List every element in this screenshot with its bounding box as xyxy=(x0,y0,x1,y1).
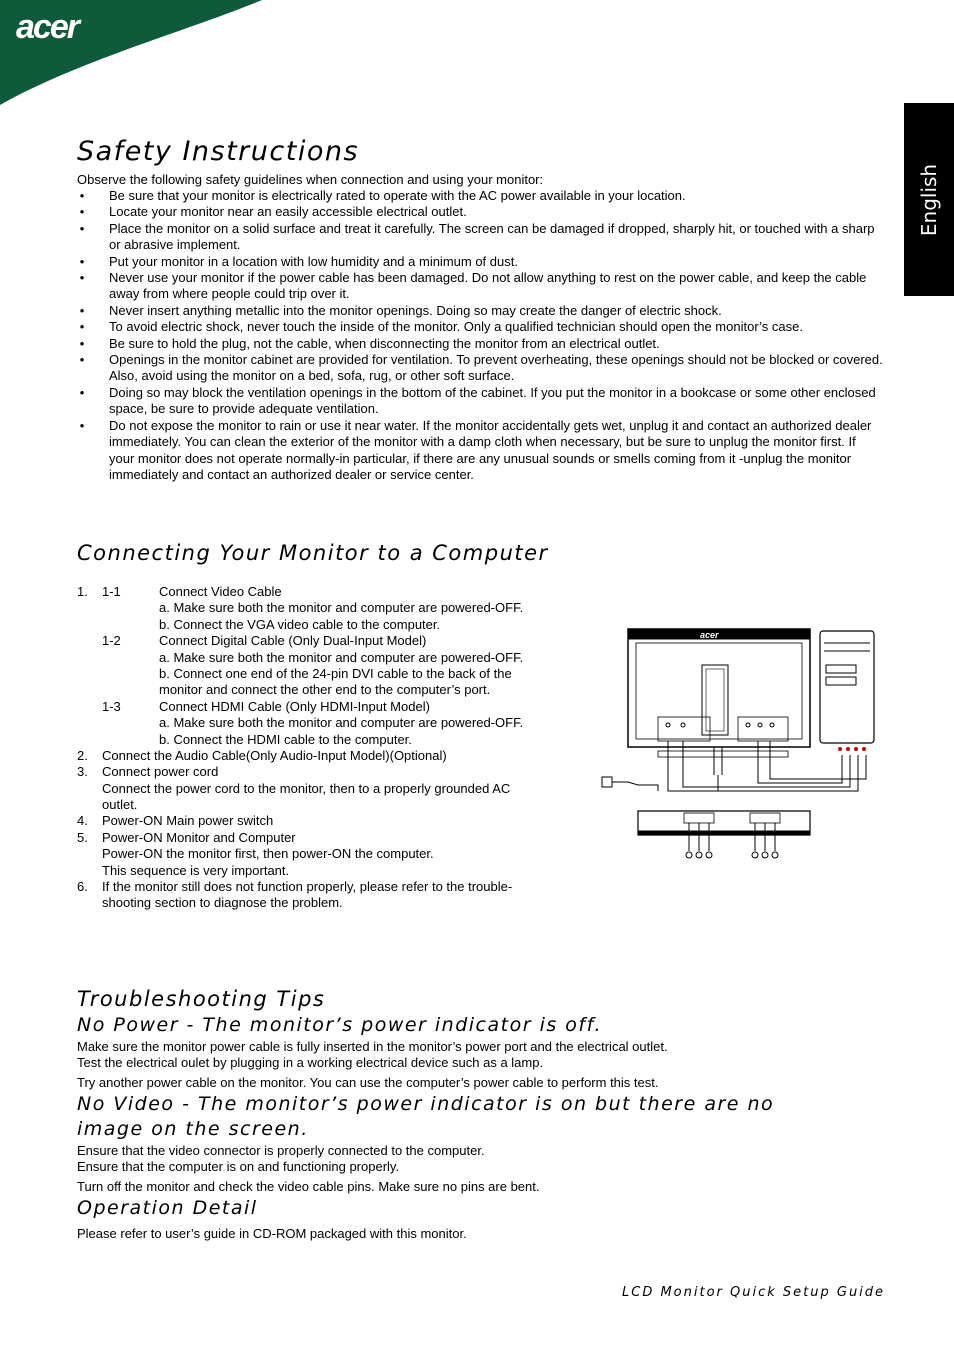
step-row xyxy=(77,813,567,829)
bullet-icon: • xyxy=(79,319,85,335)
step-text: a. Make sure both the monitor and computer are powered-OFF. xyxy=(159,600,524,616)
safety-item-text: Be sure that your monitor is electrically rated to operate with the AC power available in your location. xyxy=(109,188,686,203)
computer-tower xyxy=(820,631,874,751)
safety-title: Safety Instructions xyxy=(77,136,360,167)
safety-item xyxy=(77,303,883,319)
step-sub: 1-1 xyxy=(102,584,121,599)
step-row xyxy=(77,895,567,911)
safety-item-text: Be sure to hold the plug, not the cable, when disconnecting the monitor from an electrical outlet. xyxy=(109,335,660,351)
step-row xyxy=(77,666,567,682)
safety-intro: Observe the following safety guidelines when connection and using your monitor: xyxy=(77,172,544,187)
step-text: monitor and connect the other end to the computer’s port. xyxy=(159,682,491,698)
step-row xyxy=(77,682,567,698)
bullet-icon: • xyxy=(79,188,85,203)
step-row xyxy=(77,699,567,715)
safety-item-text: Openings in the monitor cabinet are provided for ventilation. To prevent overheating, these openings should not be blocked or covered. Also, avoid using the monitor on a bed, sofa, rug, or other soft surface. xyxy=(109,352,883,384)
step-row xyxy=(77,764,567,780)
safety-item xyxy=(77,352,883,385)
safety-item-text: Put your monitor in a location with low humidity and a minimum of dust. xyxy=(109,253,518,269)
safety-item-text: Place the monitor on a solid surface and treat it carefully. The screen can be damaged if dropped, sharply hit, or touched with a sharp or abrasive implement. xyxy=(109,220,875,253)
step-sub: 1-3 xyxy=(102,698,121,714)
step-sub: This sequence is very important. xyxy=(102,862,290,878)
step-row xyxy=(77,617,567,633)
safety-item-text: To avoid electric shock, never touch the inside of the monitor. Only a qualified technician should open the monitor’s case. xyxy=(109,319,803,335)
troubleshooting-title: Troubleshooting Tips xyxy=(77,987,326,1011)
step-sub: If the monitor still does not function properly, please refer to the trouble- xyxy=(102,879,513,895)
step-number: 3. xyxy=(77,764,88,780)
no-power-line-1: Make sure the monitor power cable is fully inserted in the monitor’s power port and the electrical outlet. xyxy=(77,1039,668,1054)
bullet-icon: • xyxy=(79,220,85,236)
step-text: Connect HDMI Cable (Only HDMI-Input Model) xyxy=(159,698,430,714)
monitor-back xyxy=(628,629,810,775)
safety-item xyxy=(77,188,883,204)
step-text: b. Connect the VGA video cable to the computer. xyxy=(159,616,441,632)
safety-item-text: Locate your monitor near an easily accessible electrical outlet. xyxy=(109,204,467,220)
step-text: Connect Video Cable xyxy=(159,584,282,599)
step-sub: Connect power cord xyxy=(102,764,219,780)
no-video-heading-line-1: No Video - The monitor’s power indicator is on but there are no xyxy=(77,1093,775,1115)
step-text: a. Make sure both the monitor and computer are powered-OFF. xyxy=(159,715,524,731)
no-power-line-2: Test the electrical oulet by plugging in a working electrical device such as a lamp. xyxy=(77,1055,544,1070)
bullet-icon: • xyxy=(79,253,85,269)
step-row xyxy=(77,781,567,797)
step-sub: Power-ON the monitor first, then power-ON the computer. xyxy=(102,846,434,862)
bullet-icon: • xyxy=(79,384,85,400)
acer-logo: acer xyxy=(16,8,78,46)
connection-diagram xyxy=(598,625,880,863)
safety-item-text: Never insert anything metallic into the monitor openings. Doing so may create the danger of electric shock. xyxy=(109,302,722,318)
step-row xyxy=(77,600,567,616)
cables xyxy=(602,741,866,791)
language-tab-label: English xyxy=(917,163,941,236)
bullet-icon: • xyxy=(79,335,85,351)
no-power-line-3: Try another power cable on the monitor. You can use the computer’s power cable to perform this test. xyxy=(77,1075,659,1090)
step-row xyxy=(77,633,567,649)
step-number: 6. xyxy=(77,879,88,895)
step-text: b. Connect the HDMI cable to the computer. xyxy=(159,731,412,747)
safety-item-text: Doing so may block the ventilation openings in the bottom of the cabinet. If you put the monitor in a bookcase or some other enclosed space, be sure to provide adequate ventilation. xyxy=(109,384,876,417)
step-text: a. Make sure both the monitor and computer are powered-OFF. xyxy=(159,649,524,665)
step-sub: Power-ON Main power switch xyxy=(102,813,274,829)
step-row xyxy=(77,846,567,862)
step-text: Connect Digital Cable (Only Dual-Input Model) xyxy=(159,633,427,649)
step-row xyxy=(77,879,567,895)
connecting-title: Connecting Your Monitor to a Computer xyxy=(77,541,549,565)
no-power-heading: No Power - The monitor’s power indicator is off. xyxy=(77,1014,602,1036)
safety-item-text: Never use your monitor if the power cable has been damaged. Do not allow anything to rest on the power cable, and keep the cable away from where people could trip over it. xyxy=(109,270,867,302)
bullet-icon: • xyxy=(79,302,85,318)
bullet-icon: • xyxy=(79,204,85,220)
bullet-icon: • xyxy=(79,270,85,286)
bullet-icon: • xyxy=(79,417,85,433)
step-number: 4. xyxy=(77,813,88,829)
monitor-bottom-view xyxy=(638,811,810,858)
step-sub: Power-ON Monitor and Computer xyxy=(102,829,296,845)
language-tab xyxy=(904,103,954,296)
bullet-icon: • xyxy=(79,352,85,368)
step-row xyxy=(77,584,567,600)
step-sub: shooting section to diagnose the problem. xyxy=(102,895,343,911)
step-number: 1. xyxy=(77,584,88,599)
step-number: 2. xyxy=(77,747,88,763)
step-sub: Connect the power cord to the monitor, then to a properly grounded AC xyxy=(102,780,511,796)
safety-item xyxy=(77,204,883,220)
step-row xyxy=(77,715,567,731)
safety-item xyxy=(77,319,883,335)
step-row xyxy=(77,830,567,846)
step-sub: Connect the Audio Cable(Only Audio-Input Model)(Optional) xyxy=(102,747,447,763)
diagram-logo: acer xyxy=(700,630,719,640)
step-row xyxy=(77,797,567,813)
safety-list xyxy=(77,188,883,483)
no-video-line-3: Turn off the monitor and check the video cable pins. Make sure no pins are bent. xyxy=(77,1179,540,1194)
safety-item xyxy=(77,418,883,484)
no-video-line-2: Ensure that the computer is on and functioning properly. xyxy=(77,1159,400,1174)
step-sub: outlet. xyxy=(102,797,138,813)
step-row xyxy=(77,650,567,666)
connecting-steps xyxy=(77,584,567,912)
no-video-heading-line-2: image on the screen. xyxy=(77,1118,309,1140)
safety-item xyxy=(77,254,883,270)
step-row xyxy=(77,748,567,764)
safety-item xyxy=(77,270,883,303)
step-number: 5. xyxy=(77,829,88,845)
step-sub: 1-2 xyxy=(102,633,121,649)
safety-item xyxy=(77,385,883,418)
no-video-line-1: Ensure that the video connector is properly connected to the computer. xyxy=(77,1143,485,1158)
footer-guide-title: LCD Monitor Quick Setup Guide xyxy=(622,1285,886,1300)
step-row xyxy=(77,863,567,879)
safety-item xyxy=(77,221,883,254)
step-row xyxy=(77,732,567,748)
step-text: b. Connect one end of the 24-pin DVI cable to the back of the xyxy=(159,665,512,681)
operation-heading: Operation Detail xyxy=(77,1197,258,1219)
safety-item-text: Do not expose the monitor to rain or use it near water. If the monitor accidentally gets wet, unplug it and contact an authorized dealer immediately. You can clean the exterior of the monitor with a damp cloth when necessary, but be sure to unplug the monitor first. If your monitor does not operate normally-in particular, if there are any unusual sounds or smells coming from it -unplug the monitor immediately and contact an authorized dealer or service center. xyxy=(109,417,872,482)
safety-item xyxy=(77,336,883,352)
operation-line: Please refer to user’s guide in CD-ROM packaged with this monitor. xyxy=(77,1226,467,1241)
